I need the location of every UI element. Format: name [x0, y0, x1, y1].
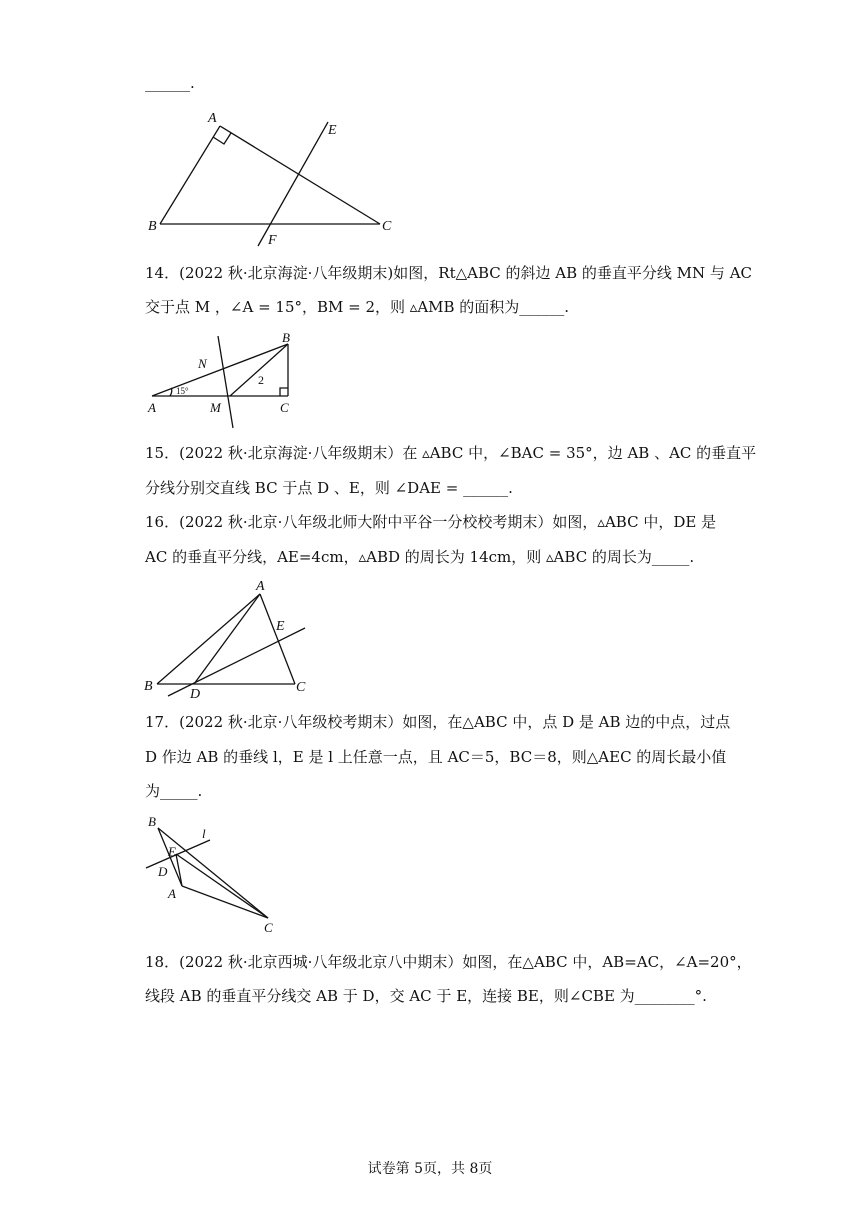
- label-C: C: [296, 680, 306, 695]
- label-E: E: [328, 123, 337, 138]
- figure-16: [140, 574, 320, 700]
- label-E: E: [276, 619, 285, 634]
- label-E: E: [168, 844, 176, 859]
- figure-14: [140, 328, 310, 432]
- q17-line3: 为_____.: [145, 782, 203, 800]
- label-D: D: [158, 864, 168, 879]
- length-label: 2: [258, 373, 264, 387]
- label-A: A: [148, 400, 156, 415]
- page-footer: 试卷第 5页，共 8页: [367, 1161, 493, 1177]
- label-B: B: [282, 330, 290, 345]
- q16-line2: AC 的垂直平分线，AE=4cm，▵ABD 的周长为 14cm，则 ▵ABC 的周长为_____.: [145, 548, 695, 566]
- figure-17: [140, 810, 290, 936]
- label-F: F: [268, 233, 277, 248]
- figure-13: [140, 108, 410, 248]
- q17-line1: 17．(2022 秋·北京·八年级校考期末）如图，在△ABC 中，点 D 是 AB 边的中点，过点: [145, 713, 731, 731]
- label-l: l: [202, 826, 206, 841]
- label-A: A: [168, 886, 176, 901]
- label-M: M: [210, 400, 221, 415]
- q15-line1: 15．(2022 秋·北京海淀·八年级期末）在 ▵ABC 中，∠BAC = 35°，边 AB 、AC 的垂直平: [145, 444, 757, 462]
- q14-line2: 交于点 M ，∠A = 15°，BM = 2，则 ▵AMB 的面积为______.: [145, 298, 570, 316]
- label-C: C: [382, 219, 392, 234]
- label-D: D: [190, 687, 201, 700]
- q18-line1: 18．(2022 秋·北京西城·八年级北京八中期末）如图，在△ABC 中，AB=AC，∠A=20°，: [145, 953, 752, 971]
- label-B: B: [148, 219, 157, 234]
- label-B: B: [148, 814, 156, 829]
- answer-blank: ______.: [145, 74, 195, 92]
- q18-line2: 线段 AB 的垂直平分线交 AB 于 D，交 AC 于 E，连接 BE，则∠CBE 为________°.: [145, 987, 707, 1005]
- q14-line1: 14．(2022 秋·北京海淀·八年级期末)如图，Rt△ABC 的斜边 AB 的垂直平分线 MN 与 AC: [145, 264, 752, 282]
- label-C: C: [264, 920, 273, 935]
- q17-line2: D 作边 AB 的垂线 l，E 是 l 上任意一点，且 AC＝5，BC＝8，则△AEC 的周长最小值: [145, 748, 727, 766]
- angle-label: 15°: [176, 386, 189, 396]
- label-A: A: [256, 579, 265, 594]
- label-B: B: [144, 679, 153, 694]
- q15-line2: 分线分别交直线 BC 于点 D 、E，则 ∠DAE = ______.: [145, 479, 513, 497]
- q16-line1: 16．(2022 秋·北京·八年级北师大附中平谷一分校校考期末）如图，▵ABC 中，DE 是: [145, 513, 717, 531]
- label-A: A: [208, 111, 217, 126]
- label-N: N: [198, 356, 207, 371]
- label-C: C: [280, 400, 289, 415]
